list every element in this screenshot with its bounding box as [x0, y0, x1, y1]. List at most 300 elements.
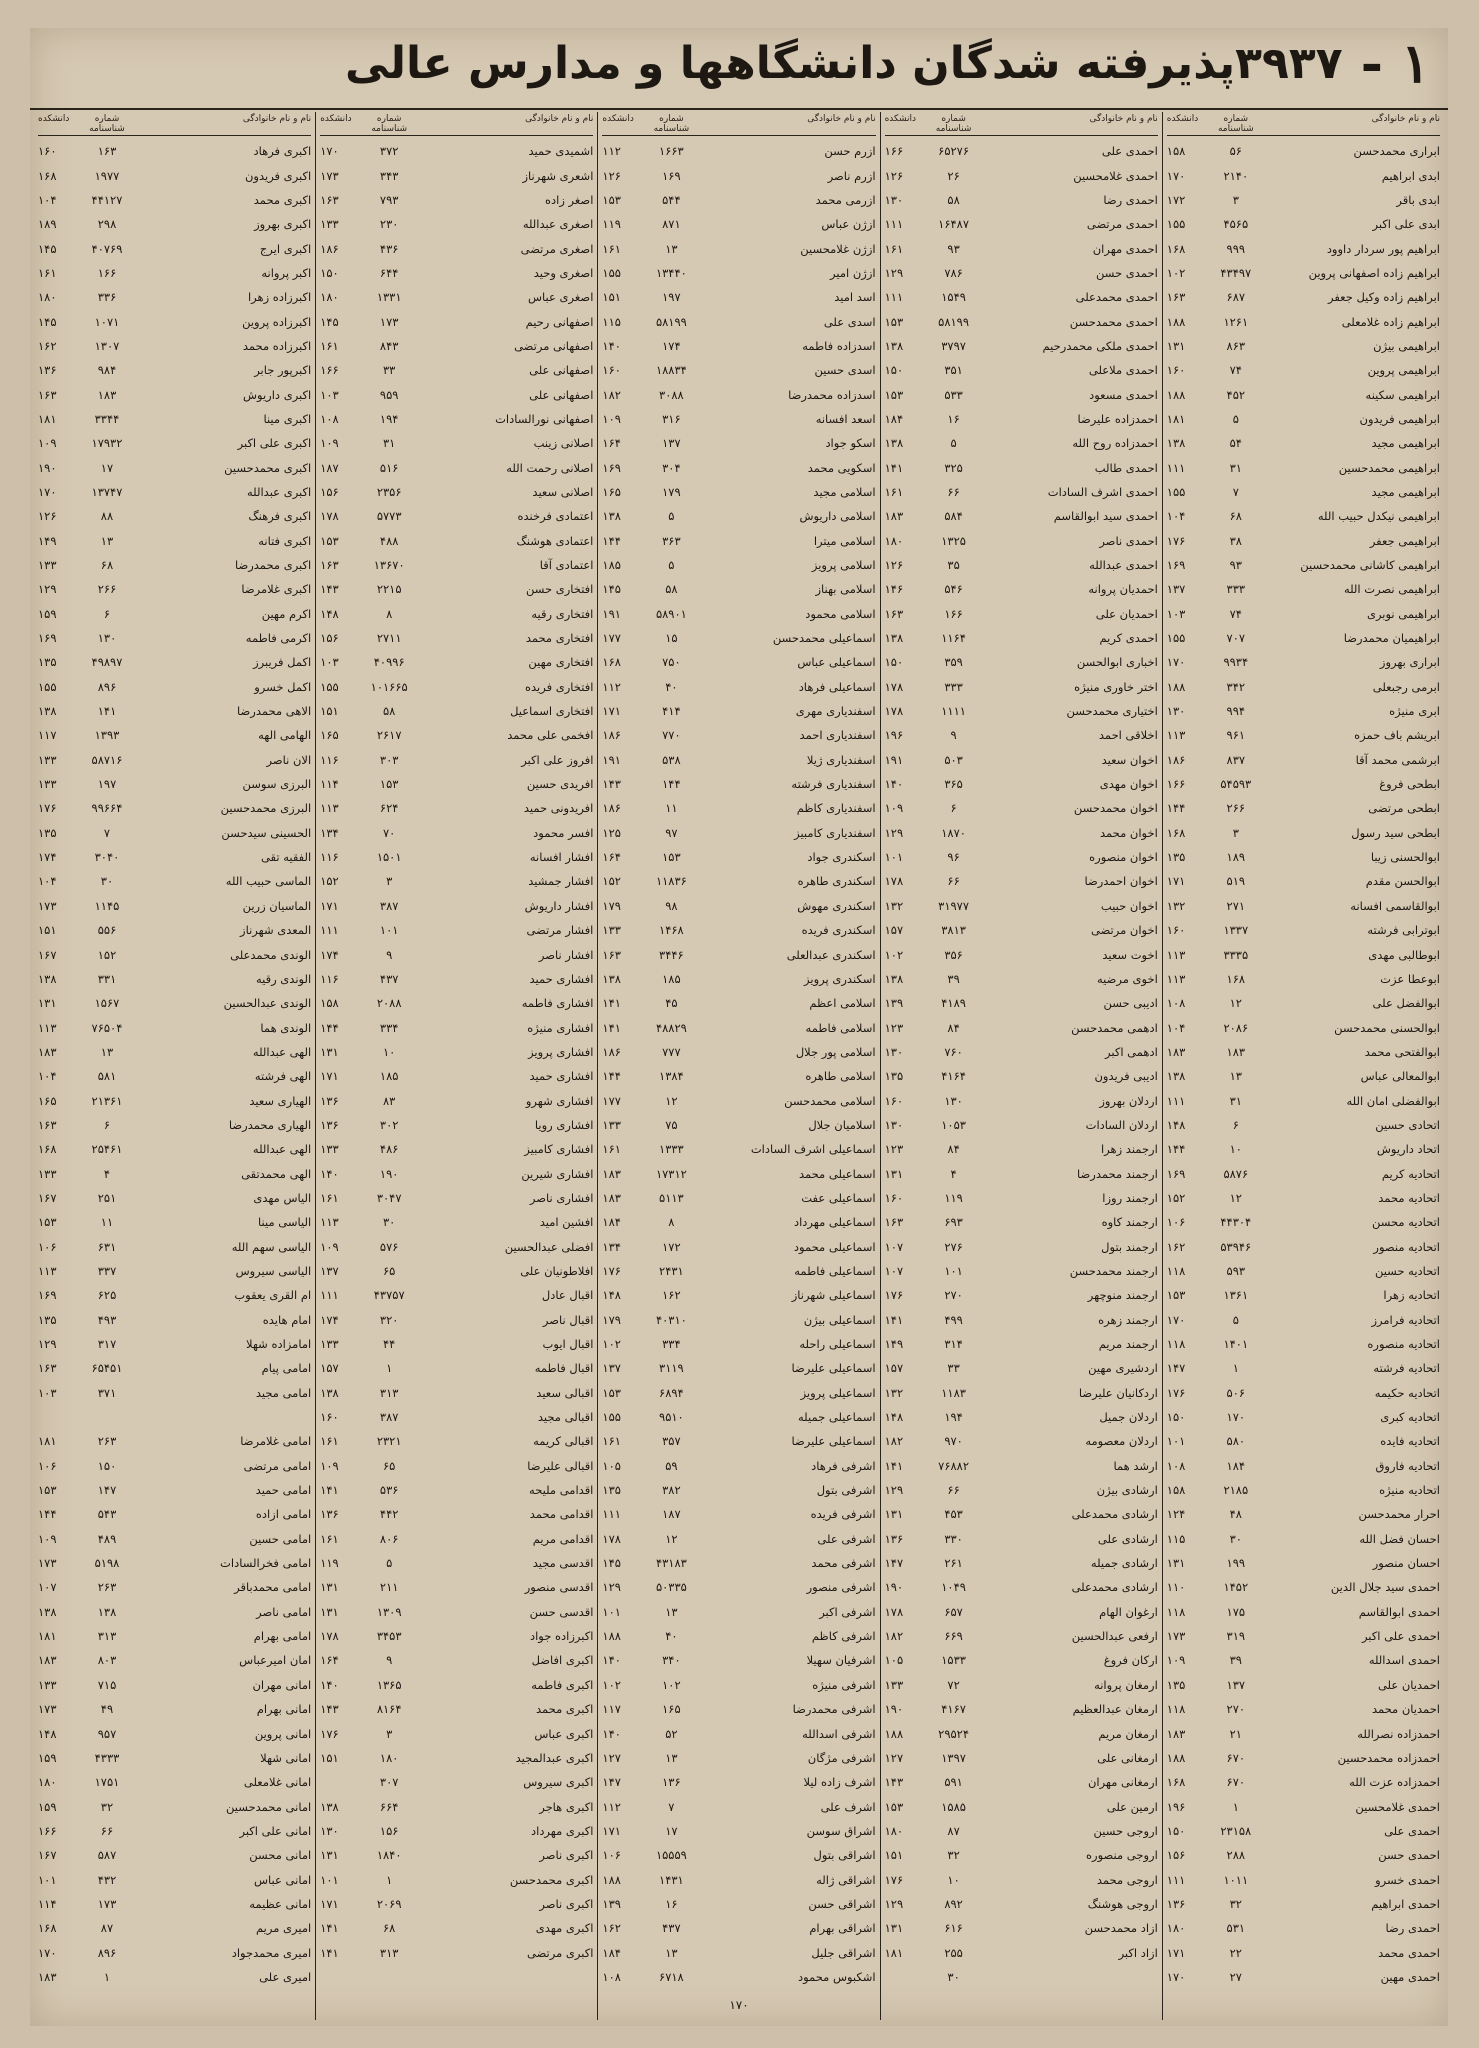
person-name: افسر محمود [533, 825, 594, 840]
id-number: ۶۲۵ [97, 1288, 117, 1303]
person-name: افشاری ناصر [529, 1190, 594, 1205]
list-item [1167, 650, 1440, 674]
list-item [885, 699, 1158, 723]
faculty-code: ۱۷۰ [1166, 1969, 1186, 1984]
list-item [38, 1867, 311, 1891]
person-name: اکبرپور جابر [254, 363, 312, 378]
id-number: ۱۸۷۰ [941, 825, 966, 840]
list-item [602, 675, 875, 699]
id-number: ۱۳ [665, 1945, 678, 1960]
id-number: ۴۵۲ [1226, 387, 1246, 402]
list-item [885, 1454, 1158, 1478]
id-number: ۵۸۴ [944, 509, 963, 524]
faculty-code: ۱۰۲ [884, 947, 904, 962]
faculty-code: ۱۶۴ [320, 1653, 339, 1668]
faculty-code: ۱۳۳ [37, 1677, 57, 1692]
person-name: ابوترابی فرشته [1367, 923, 1440, 938]
person-name: امانی مهران [252, 1677, 312, 1692]
faculty-code: ۱۸۱ [37, 1629, 57, 1644]
id-number: ۱۲ [665, 1093, 678, 1108]
faculty-code: ۱۶۹ [1166, 1166, 1186, 1181]
header-number-label: شماره شناسنامه [371, 114, 408, 134]
list-item [602, 650, 875, 674]
list-item [602, 1478, 875, 1502]
id-number: ۴۴۱۲۷ [91, 192, 123, 207]
faculty-code: ۱۸۰ [1166, 1921, 1186, 1936]
id-number: ۱۹۴ [379, 411, 399, 426]
person-name: اتحادیه منیژه [1379, 1483, 1440, 1498]
faculty-code: ۱۳۶ [320, 1093, 339, 1108]
list-item [38, 967, 311, 991]
person-name: اروجی محمد [1096, 1872, 1158, 1887]
id-number: ۴۳۴۹۷ [1220, 265, 1252, 280]
id-number: ۸۴ [947, 1142, 960, 1157]
list-item [885, 309, 1158, 333]
faculty-code: ۱۶۸ [37, 1921, 57, 1936]
person-name: امامی غلامرضا [240, 1434, 312, 1449]
list-item [885, 1527, 1158, 1551]
list-item [602, 1429, 875, 1453]
list-item [1167, 1137, 1440, 1161]
id-number: ۲۳۱۵۸ [1220, 1823, 1252, 1838]
id-number: ۱۰۱ [944, 1263, 963, 1278]
id-number: ۹۶۱ [1226, 728, 1246, 743]
faculty-code: ۱۰۴ [37, 1069, 57, 1084]
list-item [602, 1259, 875, 1283]
list-item [320, 1624, 593, 1648]
id-number: ۴۰ [665, 1629, 678, 1644]
list-item [38, 772, 311, 796]
list-item [38, 723, 311, 747]
person-name: اشراقی ژاله [816, 1872, 876, 1887]
list-item [38, 1648, 311, 1672]
person-name: افشار ناصر [538, 947, 594, 962]
id-number: ۲۱۴۰ [1223, 168, 1249, 183]
person-name: اکبری مرتضی [526, 1945, 594, 1960]
id-number: ۳۰۴۰ [94, 850, 120, 865]
person-name: الیاسی سهم الله [231, 1239, 312, 1254]
id-number: ۱۰۱۶۶۵ [370, 679, 408, 694]
header-number-label: شماره شناسنامه [935, 114, 972, 134]
id-number: ۱۳۶۱ [1223, 1288, 1249, 1303]
person-name: اسماعیلی عفت [801, 1190, 876, 1205]
faculty-code: ۱۵۳ [884, 387, 904, 402]
person-name: احمدی محمد [1378, 1945, 1440, 1960]
id-number: ۱۰۷۱ [94, 314, 120, 329]
list-item [602, 1746, 875, 1770]
list-item [885, 1940, 1158, 1964]
person-name: اکبرزاده زهرا [247, 290, 312, 305]
faculty-code: ۱۳۶ [320, 1117, 339, 1132]
id-number: ۹۸ [665, 898, 678, 913]
person-name: امانی پروین [254, 1726, 312, 1741]
header-code-label: دانشکده [37, 114, 70, 124]
faculty-code: ۱۴۰ [884, 777, 904, 792]
person-name: اکبر پروانه [261, 265, 312, 280]
id-number: ۷۴ [1229, 363, 1242, 378]
person-name: احمدی سید جلال الدین [1330, 1580, 1440, 1595]
faculty-code: ۱۲۴ [1166, 1507, 1186, 1522]
person-name: اردشیری مهین [1088, 1361, 1158, 1376]
person-name: ارمغان عبدالعظیم [1072, 1702, 1158, 1717]
person-name: امامی مجید [255, 1385, 312, 1400]
id-number: ۵۸۱ [97, 1069, 117, 1084]
person-name: ابوالحسنی محمدحسن [1334, 1020, 1440, 1035]
list-item [885, 1721, 1158, 1745]
list-item [885, 455, 1158, 479]
faculty-code: ۱۳۵ [1166, 1677, 1186, 1692]
person-name: ابدی باقر [1396, 192, 1440, 207]
person-name: اسلامی فاطمه [805, 1020, 876, 1035]
faculty-code: ۱۷۱ [602, 1823, 621, 1838]
person-name: اقدامی مریم [532, 1531, 594, 1546]
id-number: ۴۳۳۳ [94, 1750, 120, 1765]
column-rows [38, 136, 311, 1989]
person-name: اسکندری مهوش [797, 898, 876, 913]
person-name: امانی عباس [254, 1872, 312, 1887]
list-item [38, 1965, 311, 1989]
person-name: افشاری فاطمه [521, 996, 594, 1011]
person-name: الهی عبدالله [252, 1044, 312, 1059]
faculty-code: ۱۶۰ [37, 144, 57, 159]
faculty-code: ۱۶۹ [37, 1288, 57, 1303]
person-name: ابراهیمی محمدحسین [1338, 460, 1440, 475]
list-item [885, 602, 1158, 626]
faculty-code: ۱۴۸ [602, 1288, 621, 1303]
list-item [1167, 1015, 1440, 1039]
person-name: اکبری محمدحسین [224, 460, 312, 475]
faculty-code: ۱۵۲ [1166, 1190, 1186, 1205]
person-name: اکبری محمد [253, 192, 312, 207]
faculty-code: ۱۳۸ [320, 1799, 339, 1814]
person-name: اتحادیه فایده [1380, 1434, 1440, 1449]
faculty-code: ۱۷۳ [37, 1702, 57, 1717]
faculty-code: ۱۰۵ [884, 1653, 904, 1668]
faculty-code: ۱۶۱ [37, 265, 57, 280]
id-number: ۸ [668, 1215, 675, 1230]
faculty-code: ۱۳۱ [37, 996, 57, 1011]
person-name: ام القری یعقوب [234, 1288, 312, 1303]
person-name: امامی محمدباقر [234, 1580, 312, 1595]
person-name: اخوان منصوره [1089, 850, 1158, 865]
faculty-code: ۱۴۳ [320, 582, 339, 597]
id-number: ۳۳۴ [662, 1337, 681, 1352]
list-item [38, 1892, 311, 1916]
list-item [320, 1721, 593, 1745]
id-number: ۳۲ [947, 1848, 960, 1863]
list-item [885, 1502, 1158, 1526]
person-name: اسلامی پور جلال [795, 1044, 876, 1059]
id-number: ۶۶ [947, 1483, 960, 1498]
person-name: افتخاری فریده [524, 679, 594, 694]
person-name: اکرمی فاطمه [245, 631, 312, 646]
id-number: ۳۵۱ [944, 363, 963, 378]
person-name: الوندی عبدالحسین [223, 996, 312, 1011]
faculty-code: ۱۵۵ [602, 1410, 621, 1425]
faculty-code: ۱۳۱ [884, 1921, 904, 1936]
person-name: امامی ازاده [255, 1507, 312, 1522]
id-number: ۳ [386, 874, 393, 889]
list-item [1167, 455, 1440, 479]
list-item [320, 796, 593, 820]
faculty-code: ۱۴۸ [1166, 1117, 1186, 1132]
person-name: ابراهیم زاده اصفهانی پروین [1308, 265, 1440, 280]
faculty-code: ۱۱۳ [37, 1020, 57, 1035]
id-number: ۶۵ [383, 1458, 396, 1473]
list-item [885, 1697, 1158, 1721]
id-number: ۱۱۸۳ [941, 1385, 966, 1400]
faculty-code: ۱۷۰ [1166, 168, 1186, 183]
faculty-code: ۱۸۸ [602, 1872, 621, 1887]
faculty-code: ۱۴۸ [37, 1726, 57, 1741]
faculty-code: ۱۴۷ [602, 1775, 621, 1790]
person-name: اسلامی داریوش [799, 509, 876, 524]
faculty-code: ۱۳۴ [320, 825, 339, 840]
id-number: ۳۶۳ [662, 533, 681, 548]
faculty-code: ۱۰۶ [37, 1239, 57, 1254]
id-number: ۱۹۷ [662, 290, 681, 305]
list-item [320, 1040, 593, 1064]
faculty-code: ۱۷۹ [602, 1312, 621, 1327]
list-item [602, 407, 875, 431]
list-item [602, 1575, 875, 1599]
id-number: ۷۵ [665, 1117, 678, 1132]
faculty-code: ۱۳۵ [37, 825, 57, 840]
id-number: ۳۵۶ [944, 947, 963, 962]
header-number-label: شماره شناسنامه [89, 114, 125, 134]
person-name: اخوان مهدی [1099, 777, 1158, 792]
id-number: ۱ [386, 1361, 393, 1376]
faculty-code: ۱۲۳ [884, 1142, 904, 1157]
person-name: اسفندیاری کاظم [796, 801, 876, 816]
faculty-code: ۱۴۴ [320, 1020, 339, 1035]
list-item [38, 1624, 311, 1648]
person-name: احمدی مسعود [1089, 387, 1158, 402]
list-item [602, 1770, 875, 1794]
faculty-code: ۱۰۱ [884, 850, 904, 865]
faculty-code: ۱۹۶ [884, 728, 904, 743]
faculty-code: ۱۲۹ [884, 265, 904, 280]
faculty-code: ۱۰۱ [1166, 1434, 1186, 1449]
list-item [602, 1502, 875, 1526]
person-name: اشرفیان سهیلا [806, 1653, 876, 1668]
id-number: ۱۹۰ [379, 1166, 399, 1181]
person-name: ارغوان الهام [1099, 1604, 1158, 1619]
person-name: الان ناصر [266, 752, 312, 767]
list-item [320, 1210, 593, 1234]
list-item [602, 1113, 875, 1137]
list-item [602, 1210, 875, 1234]
faculty-code: ۱۸۸ [884, 1726, 904, 1741]
person-name: ابراهیم زاده غلامعلی [1341, 314, 1440, 329]
faculty-code: ۱۶۰ [1166, 363, 1186, 378]
faculty-code: ۱۰۹ [320, 1458, 339, 1473]
header-name-label: نام و نام خانوادگی [242, 114, 312, 124]
person-name: اتحادی حسین [1375, 1117, 1440, 1132]
person-name: ابوالحسن مقدم [1365, 874, 1440, 889]
faculty-code: ۱۵۹ [37, 606, 57, 621]
faculty-code: ۱۶۳ [37, 1361, 57, 1376]
person-name: اقدامی ملیحه [529, 1483, 594, 1498]
faculty-code: ۱۴۳ [602, 777, 621, 792]
list-item [602, 309, 875, 333]
faculty-code: ۱۷۴ [320, 947, 339, 962]
id-number: ۱۸۳ [1226, 1044, 1246, 1059]
list-item [1167, 529, 1440, 553]
faculty-code: ۱۰۴ [37, 192, 57, 207]
list-item [602, 504, 875, 528]
faculty-code: ۱۶۶ [37, 1823, 57, 1838]
faculty-code: ۱۱۸ [1166, 1263, 1186, 1278]
list-item [602, 1161, 875, 1185]
header-rule [30, 108, 1448, 110]
list-item [38, 529, 311, 553]
faculty-code: ۱۵۰ [320, 265, 339, 280]
id-number: ۹۹۴ [1226, 704, 1246, 719]
id-number: ۱۳۲۵ [941, 533, 966, 548]
person-name: اصفهانی علی [529, 363, 594, 378]
person-name: احمدی علی [1101, 144, 1158, 159]
person-name: ابراهیمی سکینه [1365, 387, 1440, 402]
faculty-code: ۱۳۱ [320, 1580, 339, 1595]
id-number: ۱۱۴۵ [94, 898, 120, 913]
faculty-code: ۱۱۹ [602, 217, 621, 232]
list-item [320, 261, 593, 285]
id-number: ۲۶۱۷ [376, 728, 402, 743]
faculty-code: ۱۸۶ [602, 728, 621, 743]
id-number: ۱۵۶ [379, 1823, 399, 1838]
faculty-code: ۱۶۳ [884, 606, 904, 621]
results-columns [34, 112, 1444, 2020]
list-item [320, 748, 593, 772]
id-number: ۱۴۳۱ [659, 1872, 684, 1887]
list-item [38, 1746, 311, 1770]
faculty-code: ۱۴۰ [320, 1677, 339, 1692]
person-name: ابراهیمی نیکدل حبیب الله [1317, 509, 1440, 524]
faculty-code: ۱۲۳ [884, 1020, 904, 1035]
list-item [38, 334, 311, 358]
person-name: افتخاری حسن [525, 582, 594, 597]
person-name: اخوان مرتضی [1090, 923, 1158, 938]
faculty-code: ۱۷۹ [602, 898, 621, 913]
list-item [1167, 1721, 1440, 1745]
list-item [1167, 1624, 1440, 1648]
faculty-code: ۱۶۸ [1166, 241, 1186, 256]
faculty-code: ۱۶۹ [37, 631, 57, 646]
person-name: اکبری هاجر [539, 1799, 594, 1814]
faculty-code: ۱۸۴ [602, 1215, 621, 1230]
faculty-code: ۱۰۹ [602, 411, 621, 426]
faculty-code: ۱۴۱ [602, 996, 621, 1011]
person-name: اروجی هوشنگ [1087, 1896, 1158, 1911]
person-name: اسدزاده محمدرضا [788, 387, 876, 402]
faculty-code: ۱۵۰ [884, 363, 904, 378]
list-item [1167, 1429, 1440, 1453]
list-item [320, 1819, 593, 1843]
list-item [320, 1064, 593, 1088]
list-item [320, 1186, 593, 1210]
person-name: ابرشمی محمد آقا [1355, 752, 1440, 767]
list-item [885, 1794, 1158, 1818]
list-item [38, 1064, 311, 1088]
id-number: ۵۱۱۳ [659, 1190, 684, 1205]
id-number: ۵۸ [383, 704, 396, 719]
faculty-code: ۱۲۹ [602, 1580, 621, 1595]
id-number: ۴۸۹ [97, 1531, 117, 1546]
person-name: اکبری مهرداد [531, 1823, 594, 1838]
column-rows [1167, 136, 1440, 1989]
id-number: ۱۶ [665, 1896, 678, 1911]
list-item [602, 602, 875, 626]
id-number: ۶ [950, 801, 957, 816]
list-item [38, 1308, 311, 1332]
person-name: ازرم حسن [824, 144, 876, 159]
faculty-code: ۱۱۱ [602, 1507, 621, 1522]
person-name: اتحادیه فرامرز [1371, 1312, 1440, 1327]
list-item [1167, 553, 1440, 577]
list-item [38, 431, 311, 455]
person-name: اخوت سعید [1102, 947, 1158, 962]
list-item [320, 1308, 593, 1332]
person-name: افضلی عبدالحسین [504, 1239, 594, 1254]
list-item [885, 1137, 1158, 1161]
faculty-code: ۱۵۰ [884, 655, 904, 670]
id-number: ۸۴۳ [379, 338, 399, 353]
header-number-label: شماره شناسنامه [1217, 114, 1254, 134]
id-number: ۵ [950, 436, 957, 451]
list-item [320, 1746, 593, 1770]
id-number: ۳۰ [1229, 1531, 1242, 1546]
faculty-code: ۱۶۴ [602, 850, 621, 865]
id-number: ۱۳۹۷ [941, 1750, 966, 1765]
id-number: ۲۶۶ [1226, 801, 1246, 816]
list-item [320, 1843, 593, 1867]
person-name: اسفندیاری مهری [795, 704, 876, 719]
person-name: احمدی علی [1384, 1823, 1440, 1838]
list-item [320, 1454, 593, 1478]
person-name: اقبال فاطمه [534, 1361, 594, 1376]
id-number: ۲۴۳۱ [659, 1263, 684, 1278]
id-number: ۸۹۶ [97, 1945, 117, 1960]
list-item [885, 626, 1158, 650]
list-item [602, 358, 875, 382]
list-item [1167, 1210, 1440, 1234]
faculty-code: ۱۰۶ [1166, 1215, 1186, 1230]
faculty-code: ۱۸۰ [320, 290, 339, 305]
faculty-code: ۱۳۰ [884, 192, 904, 207]
id-number: ۴۳۱۸۳ [655, 1556, 687, 1571]
list-item [885, 894, 1158, 918]
id-number: ۳۱ [1229, 1093, 1242, 1108]
person-name: احمدزاده علیرضا [1077, 411, 1158, 426]
list-item [885, 991, 1158, 1015]
list-item [320, 480, 593, 504]
person-name: اکبری غلامرضا [241, 582, 312, 597]
faculty-code: ۱۶۲ [1166, 1239, 1186, 1254]
list-item [885, 1867, 1158, 1891]
list-item [602, 529, 875, 553]
list-item [320, 1381, 593, 1405]
list-item [885, 1965, 1158, 1989]
id-number: ۶ [103, 606, 111, 621]
list-item [885, 1356, 1158, 1380]
list-item [1167, 699, 1440, 723]
id-number: ۱۶۲ [662, 1288, 681, 1303]
faculty-code: ۱۶۳ [602, 947, 621, 962]
person-name: الیاسی سیروس [235, 1263, 312, 1278]
faculty-code: ۱۷۷ [602, 631, 621, 646]
list-item [602, 894, 875, 918]
